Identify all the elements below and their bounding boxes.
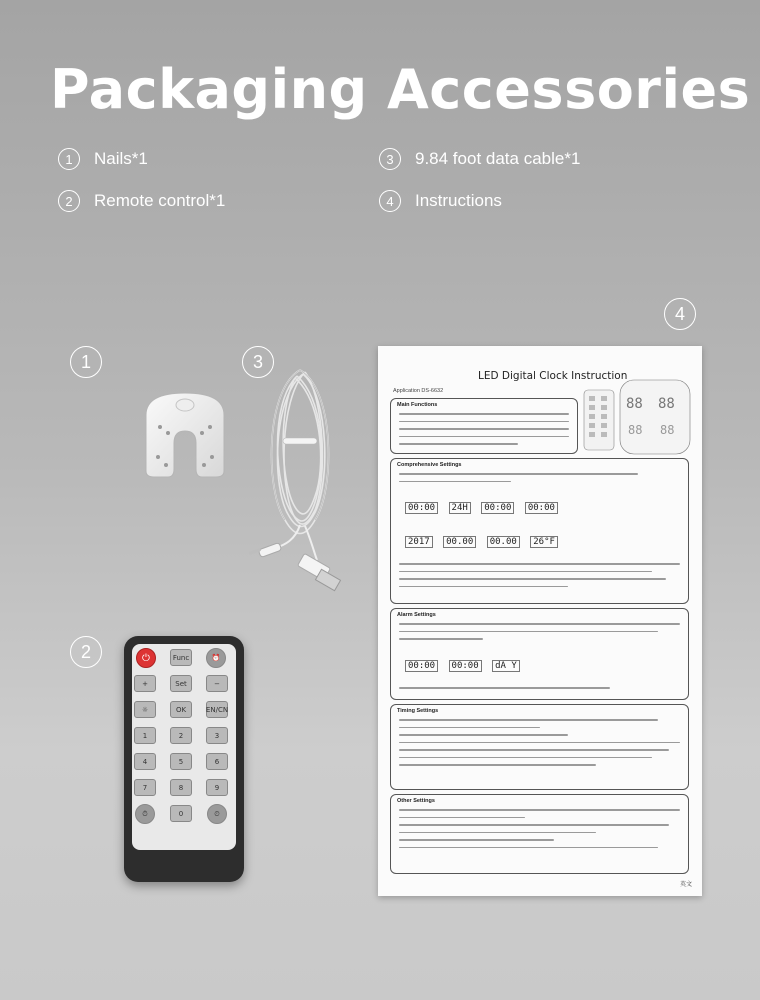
remote-control-image xyxy=(124,636,244,882)
section-title: Main Functions xyxy=(397,402,438,408)
digit-button: 7 xyxy=(134,779,156,796)
other-settings-section xyxy=(390,794,689,874)
manual-application: Application DS-6632 xyxy=(393,388,444,394)
func-button: Func xyxy=(170,649,192,666)
instruction-manual-image xyxy=(378,346,702,896)
digit-button: 8 xyxy=(170,779,192,796)
number-badge: 4 xyxy=(379,190,401,212)
lcd-display: 00:00 xyxy=(405,660,438,672)
accessory-item-instructions xyxy=(379,190,502,212)
comprehensive-settings-section xyxy=(390,458,689,604)
svg-text:88: 88 xyxy=(658,396,675,412)
lcd-display: 00.00 xyxy=(487,536,520,548)
main-functions-section xyxy=(390,398,578,454)
number-badge: 2 xyxy=(58,190,80,212)
digit-button: 6 xyxy=(206,753,228,770)
accessory-item-nails xyxy=(58,148,148,170)
data-cable-image xyxy=(245,360,355,610)
accessory-item-remote xyxy=(58,190,225,212)
minus-button: − xyxy=(206,675,228,692)
section-title: Other Settings xyxy=(397,798,435,804)
lcd-display: 2017 xyxy=(405,536,433,548)
alarm-settings-section xyxy=(390,608,689,700)
svg-text:88: 88 xyxy=(660,423,675,437)
lcd-display: 00:00 xyxy=(449,660,482,672)
digit-button: 5 xyxy=(170,753,192,770)
digit-button: 3 xyxy=(206,727,228,744)
lcd-display: 26°F xyxy=(530,536,558,548)
timing-settings-section xyxy=(390,704,689,790)
power-button-icon: ⏻ xyxy=(136,648,156,668)
digit-button: 2 xyxy=(170,727,192,744)
number-badge: 3 xyxy=(379,148,401,170)
alarm-button-icon: ⏰ xyxy=(206,648,226,668)
digit-button: 4 xyxy=(134,753,156,770)
digit-button: 9 xyxy=(206,779,228,796)
set-button: Set xyxy=(170,675,192,692)
accessory-label: Remote control*1 xyxy=(94,191,226,210)
lcd-display: 00.00 xyxy=(443,536,476,548)
accessory-label: Nails*1 xyxy=(94,149,148,168)
cable-photo-tag: 3 xyxy=(242,346,274,378)
remote-face xyxy=(132,644,236,850)
nails-photo-tag: 1 xyxy=(70,346,102,378)
language-button: EN/CN xyxy=(206,701,228,718)
lcd-display: 00:00 xyxy=(405,502,438,514)
section-title: Timing Settings xyxy=(397,708,439,714)
svg-text:88: 88 xyxy=(626,396,643,412)
accessory-item-cable xyxy=(379,148,580,170)
manual-photo-tag: 4 xyxy=(664,298,696,330)
section-title: Comprehensive Settings xyxy=(397,462,462,468)
nail-bracket-image xyxy=(140,385,230,485)
number-badge: 1 xyxy=(58,148,80,170)
countdown-button-icon: ⏲ xyxy=(207,804,227,824)
brightness-button-icon: ☼ xyxy=(134,701,156,718)
clock-diagram-icon xyxy=(582,372,692,456)
plus-button: + xyxy=(134,675,156,692)
timer-button-icon: ⏱ xyxy=(135,804,155,824)
remote-photo-tag: 2 xyxy=(70,636,102,668)
lcd-display: dA Y xyxy=(492,660,520,672)
accessory-label: Instructions xyxy=(415,191,502,210)
digit-button: 1 xyxy=(134,727,156,744)
svg-text:88: 88 xyxy=(628,423,643,437)
manual-footer: 英文 xyxy=(679,882,692,888)
section-title: Alarm Settings xyxy=(397,612,436,618)
lcd-display: 00:00 xyxy=(525,502,558,514)
ok-button: OK xyxy=(170,701,192,718)
manual-title: LED Digital Clock Instruction xyxy=(478,370,628,382)
page-title: Packaging Accessories xyxy=(50,58,751,121)
accessory-label: 9.84 foot data cable*1 xyxy=(415,149,581,168)
lcd-display: 00:00 xyxy=(481,502,514,514)
digit-button: 0 xyxy=(170,805,192,822)
lcd-display: 24H xyxy=(449,502,471,514)
